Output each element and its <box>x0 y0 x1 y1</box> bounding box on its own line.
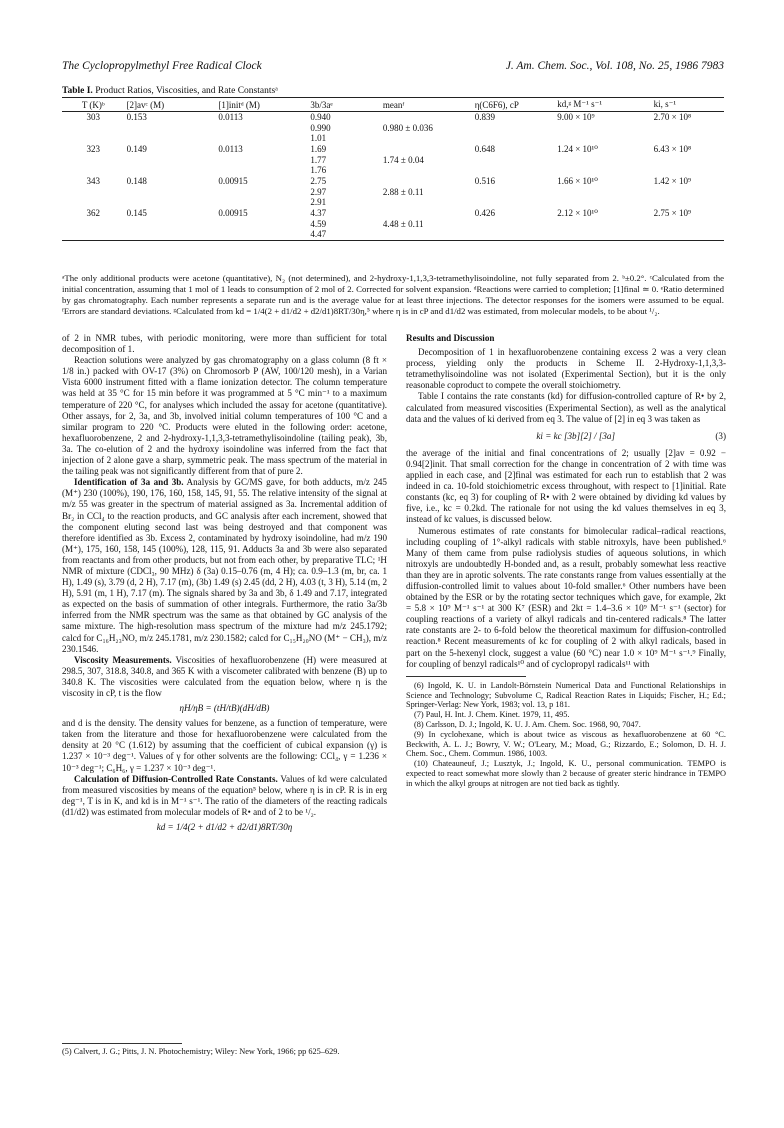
table-cell <box>473 123 556 134</box>
table-cell <box>652 165 724 176</box>
table-cell <box>125 219 217 230</box>
table-cell <box>125 165 217 176</box>
table-cell: 1.74 ± 0.04 <box>382 154 424 165</box>
table-cell: 0.0113 <box>218 112 243 122</box>
results-table <box>62 97 724 241</box>
table-cell <box>555 155 651 166</box>
paragraph <box>62 774 387 818</box>
footnote-text: (5) Calvert, J. G.; Pitts, J. N. Photochemistry; Wiley: New York, 1966; pp 625–629. <box>62 1047 340 1056</box>
subsection-heading: Identification of 3a and 3b. <box>74 477 184 488</box>
table-header-cell: 3b/3aᵉ <box>308 98 380 112</box>
table-cell: 1.01 <box>310 133 327 143</box>
table-header-cell: meanᶠ <box>381 98 473 112</box>
table-row <box>62 176 724 187</box>
table-caption <box>62 86 278 96</box>
table-cell <box>216 123 308 134</box>
table-cell <box>555 187 651 198</box>
table-cell: 4.48 ± 0.11 <box>382 218 424 229</box>
table-cell <box>652 197 724 208</box>
table-row <box>62 208 724 219</box>
table-cell: 0.148 <box>126 175 147 186</box>
footnote-5 <box>62 1043 387 1057</box>
table-cell: 2.75 <box>310 175 327 186</box>
subsection-heading: Viscosity Measurements. <box>74 654 172 665</box>
reference-list <box>406 681 726 789</box>
table-cell: 2.12 × 10¹⁰ <box>557 207 598 218</box>
table-cell: 4.47 <box>308 229 380 240</box>
reference-item: (10) Chateauneuf, J.; Lusztyk, J.; Ingold, K. U., personal communication. TEMPO is expected to react somewhat more slowly than 2 because of greater steric hindrance in TEMPO in which the alkyl groups at nitrogen are not tied back as tightly. <box>406 759 726 788</box>
table-row <box>62 197 724 208</box>
table-cell <box>125 133 217 144</box>
table-cell: 323 <box>86 143 101 154</box>
table-cell <box>473 133 556 144</box>
table-cell: 1.77 <box>310 154 327 165</box>
table-row <box>62 133 724 144</box>
table-cell <box>381 144 473 155</box>
table-cell <box>652 219 724 230</box>
table-cell: 0.00915 <box>218 207 248 218</box>
table-cell <box>62 219 125 230</box>
table-title: Product Ratios, Viscosities, and Rate Constantsᵃ <box>95 86 278 96</box>
paragraph-text: Values of kd were calculated from measured viscosities by means of the equation⁵ below, where η is in cP. R is in erg deg⁻¹, T is in K, and kd is in M⁻¹ s⁻¹. The ratio of the diameters of the reacting radicals (d1/d2) was estimated from molecular models of R• and of 2 to be ¹/₂. <box>62 773 388 817</box>
table-cell <box>125 229 217 240</box>
left-column <box>62 333 387 837</box>
table-cell <box>216 219 308 230</box>
table-cell: 0.516 <box>474 175 495 186</box>
table-cell: 4.59 <box>310 218 327 229</box>
table-cell: 0.00915 <box>218 175 248 186</box>
table-cell <box>62 187 125 198</box>
footnote-rule <box>62 1043 182 1044</box>
table-cell <box>555 219 651 230</box>
footnote-rule <box>406 676 526 677</box>
table-cell: 2.70 × 10⁸ <box>653 112 692 122</box>
table-row <box>62 144 724 155</box>
table-row <box>62 112 724 123</box>
table-cell: 9.00 × 10⁹ <box>557 112 595 122</box>
table-cell <box>216 229 308 240</box>
table-cell: 1.42 × 10⁹ <box>653 175 692 186</box>
paragraph: Table I contains the rate constants (kd) for diffusion-controlled capture of R• by 2, calculated from measured viscosities (Experimental Section), as well as the analytical data and the values of ki derived from eq 3. The value of [2] in eq 3 was taken as <box>406 391 726 424</box>
table-row <box>62 165 724 176</box>
table-cell <box>652 229 724 240</box>
table-cell: 0.839 <box>474 112 495 122</box>
table-cell <box>62 165 125 176</box>
right-column <box>406 333 726 788</box>
running-title: The Cyclopropylmethyl Free Radical Clock <box>62 60 262 72</box>
table-header-cell: η(C6F6), cP <box>473 98 556 112</box>
table-cell: 0.980 ± 0.036 <box>382 122 433 133</box>
equation-3-body: ki = kc [3b][2] / [3a] <box>536 430 616 441</box>
table-cell <box>62 133 125 144</box>
paragraph: and d is the density. The density values for benzene, as a function of temperature, were taken from the literature and those for hexafluorobenzene were calculated from the density at 20 °C (1.612) by assuming that the coefficient of cubical expansion (γ) is 1.237 × 10⁻³ deg⁻¹. Values of γ for other solvents are the following: CCl₄, γ = 1.236 × 10⁻³ deg⁻¹; C₆H₆, γ = 1.237 × 10⁻³ deg⁻¹. <box>62 718 387 773</box>
table-cell <box>125 155 217 166</box>
table-cell: 6.43 × 10⁸ <box>653 143 692 154</box>
table-cell: 303 <box>86 112 101 122</box>
table-cell <box>555 123 651 134</box>
table-cell: 0.149 <box>126 143 147 154</box>
paragraph: of 2 in NMR tubes, with periodic monitoring, were more than sufficient for total decomposition of 1. <box>62 333 387 355</box>
table-cell <box>473 219 556 230</box>
subsection-heading: Calculation of Diffusion-Controlled Rate Constants. <box>74 773 278 784</box>
table-body <box>62 112 724 241</box>
section-heading: Results and Discussion <box>406 333 495 343</box>
table-cell: 1.76 <box>310 165 327 175</box>
table-row <box>62 219 724 230</box>
table-cell <box>555 197 651 208</box>
table-header-cell: ki, s⁻¹ <box>652 98 724 112</box>
running-header <box>62 60 724 78</box>
table-cell <box>473 155 556 166</box>
table-cell <box>652 155 724 166</box>
paragraph <box>62 655 387 699</box>
table-header-cell: kd,ᵍ M⁻¹ s⁻¹ <box>555 98 651 112</box>
table-cell <box>652 133 724 144</box>
table-cell <box>555 133 651 144</box>
reference-item: (6) Ingold, K. U. in Landolt-Börnstein Numerical Data and Functional Relationships in Science and Technology; Subvolume C, Radical Reaction Rates in Liquids; Fischer, H.; Ed.; Springer-Verlag: New York, 1983; vol. 13, p 181. <box>406 680 726 710</box>
table-cell: 0.145 <box>126 207 147 218</box>
table-cell: 0.648 <box>474 143 495 154</box>
table-cell <box>381 229 473 240</box>
table-cell: 2.75 × 10⁹ <box>653 207 692 218</box>
table-cell <box>555 165 651 176</box>
table-cell: 0.990 <box>310 122 331 133</box>
kd-equation: kd = 1/4(2 + d1/d2 + d2/d1)8RT/30η <box>156 822 293 833</box>
reference-item: (7) Paul, H. Int. J. Chem. Kinet. 1979, 11, 495. <box>414 710 570 720</box>
table-cell <box>125 197 217 208</box>
table-cell <box>62 123 125 134</box>
table-cell: 2.88 ± 0.11 <box>382 186 424 197</box>
table-cell: 0.153 <box>126 112 147 122</box>
table-row <box>62 155 724 166</box>
table-cell <box>381 176 473 187</box>
table-cell <box>652 123 724 134</box>
table-cell <box>473 165 556 176</box>
table-cell: 0.940 <box>310 112 331 122</box>
table-cell: 0.0113 <box>218 143 243 154</box>
table-cell <box>555 229 651 240</box>
table-footnotes: ᵃThe only additional products were acetone (quantitative), N₂ (not determined), and 2-hydroxy-1,1,3,3-tetramethylisoindoline, not fully separated from 2. ᵇ±0.2°. ᶜCalculated from the initial concentration, assuming that 1 mol of 1 leads to consumption of 2 mol of 2. Corrected for solvent expansion. ᵈReactions were carried to completion; [1]final ≃ 0. ᵉRatio determined by gas chromatography. Each number represents a separate run and is the average value for at least three injections. The detector responses for the isomers were assumed to be equal. ᶠErrors are standard deviations. ᵍCalculated from kd = 1/4(2 + d1/d2 + d2/d1)8RT/30η,⁵ where η is in cP and d1/d2 was estimated, from molecular models, to be about ¹/₂. <box>62 273 724 316</box>
table-cell: 343 <box>86 175 101 186</box>
table-cell <box>381 197 473 208</box>
table-header-cell: T (K)ᵇ <box>62 98 125 112</box>
reference-item: (8) Carlsson, D. J.; Ingold, K. U. J. Am. Chem. Soc. 1968, 90, 7047. <box>414 719 641 729</box>
table-row <box>62 187 724 198</box>
paragraph: Reaction solutions were analyzed by gas chromatography on a glass column (8 ft × 1/8 in.) packed with OV-17 (3%) on Chromosorb P (AW, 100/120 mesh), in a Varian Vista 6000 instrument fitted with a flame ionization detector. The column temperature was held at 35 °C for 15 min before it was programmed at 5 °C min⁻¹ to a maximum temperature of 220 °C, for analyses which included the assay for acetone (quantitative). Other assays, for 2, 3a, and 3b, involved initial column temperatures of 100 °C and a similar program to 220 °C. Products were eluted in the following order: acetone, hexafluorobenzene, 2 and 2-hydroxy-1,1,3,3-tetramethylisoindoline (tailing peak), 3b, 3a. The co-elution of 2 and the hydroxy isoindoline was inferred from the fact that injection of 2 alone gave a sharp, symmetric peak. The mass spectrum of the material in the tailing peak was not significantly different from that of pure 2. <box>62 355 387 477</box>
table-cell <box>381 165 473 176</box>
table-cell: 1.66 × 10¹⁰ <box>557 175 598 186</box>
table-cell: 1.69 <box>310 143 327 154</box>
paragraph: Decomposition of 1 in hexafluorobenzene containing excess 2 was a very clean process, yielding only the products in Scheme II. 2-Hydroxy-1,1,3,3-tetramethylisoindoline was not isolated (Experimental Section), but it is the only reasonable coproduct to compete the overall stoichiometry. <box>406 347 726 391</box>
table-cell <box>216 187 308 198</box>
viscosity-equation: ηH/ηB = (tH/tB)(dH/dB) <box>179 703 270 714</box>
table-row <box>62 229 724 240</box>
table-cell <box>62 155 125 166</box>
table-cell: 0.426 <box>474 207 495 218</box>
table-cell <box>381 133 473 144</box>
table-cell <box>216 197 308 208</box>
table-cell <box>473 229 556 240</box>
table-cell: 4.37 <box>310 207 327 218</box>
table-header-cell: [2]avᶜ (M) <box>125 98 217 112</box>
journal-citation: J. Am. Chem. Soc., Vol. 108, No. 25, 1986 7983 <box>505 60 724 72</box>
table-cell <box>216 133 308 144</box>
paragraph-text: Viscosities of hexafluorobenzene (H) were measured at 298.5, 307, 318.8, 340.8, and 365 K with a viscometer calibrated with benzene (B) up to 340.8 K. The viscosities were calculated from the equation below, where η is the viscosity in cP, t is the flow <box>62 654 387 698</box>
paragraph: the average of the initial and final concentrations of 2; usually [2]av = 0.92 − 0.94[2]init. That small correction for the change in concentration of 2 with time was applied in each case, and [2]final was estimated for each run to establish that 2 was indeed in ca. 10-fold stoichiometric excess throughout, with respect to [1]initial. Rate constants (kc, eq 3) for coupling of R• with 2 were obtained by dividing kd values by five, i.e., kc = 0.2kd. The rationale for not using the kd values themselves in eq 3, instead of kc values, is discussed below. <box>406 447 726 525</box>
table-cell <box>125 123 217 134</box>
table-cell: 2.91 <box>310 197 327 207</box>
paragraph: Numerous estimates of rate constants for bimolecular radical–radical reactions, including coupling of 1°-alkyl radicals with stable nitroxyls, have been published.⁶ Many of them came from pulse radiolysis studies of aqueous solutions, in which nitroxyls are undoubtedly H-bonded and, as a result, probably somewhat less reactive than they are in aprotic solvents. The rate constants range from values essentially at the diffusion-controlled limit to values about 10-fold smaller.⁶ Other numbers have been obtained by the ESR or by the rotating sector techniques which gave, for example, 2kt = 5.8 × 10⁹ M⁻¹ s⁻¹ at 300 K⁷ (ESR) and 2kt = 1.4–3.6 × 10⁹ M⁻¹ s⁻¹ (sector) for coupling reactions of a variety of alkyl radicals and tin-centered radicals.⁸ The latter rate constants are 2- to 6-fold below the theoretical maximum for diffusion-controlled reaction.⁸ Recent measurements of kc for coupling of 2 with alkyl radicals, based in part on the 5-hexenyl clock, suggest a value (60 °C) near 1.0 × 10⁹ M⁻¹ s⁻¹.⁹ Finally, for coupling of benzyl radicals¹⁰ and of cyclopropyl radicals¹¹ with <box>406 525 726 669</box>
table-cell <box>381 112 473 123</box>
equation-3 <box>406 431 726 442</box>
table-cell <box>62 229 125 240</box>
table-cell: 362 <box>86 207 101 218</box>
equation-number: (3) <box>715 430 726 441</box>
reference-item: (9) In cyclohexane, which is about twice as viscous as hexafluorobenzene at 60 °C. Beckwith, A. L. J.; Bowry, V. W.; O'Leary, M.; Moad, G.; Rizzardo, E.; Solomon, D. H. J. Chem. Soc., Chem. Commun. 1986, 1003. <box>406 729 726 759</box>
table-header-cell: [1]initᵈ (M) <box>216 98 308 112</box>
table-label: Table I. <box>62 86 93 96</box>
table-cell <box>125 187 217 198</box>
table-header-row <box>62 98 724 112</box>
table-row <box>62 123 724 134</box>
table-cell <box>216 165 308 176</box>
table-cell <box>381 208 473 219</box>
paragraph <box>62 477 387 655</box>
table-cell <box>62 197 125 208</box>
table-cell <box>652 187 724 198</box>
paragraph-text: Analysis by GC/MS gave, for both adducts, m/z 245 (M⁺) 230 (100%), 190, 176, 160, 158, 145, 91, 55. The relative intensity of the signal at m/z 55 was greater in the spectrum of material assigned as 3a. Incremental addition of Br₂ in CCl₄ to the reaction products, and GC analysis after each increment, showed that the component eluting second last was being destroyed and that component was therefore identified as 3b. Excess 2, contaminated by hydroxy isoindoline, had m/z 190 (M⁺), 175, 160, 158, 145 (100%), 128, 115, 91. Adducts 3a and 3b were also separated from reactants and from other products, but not from each other, by preparative TLC; ¹H NMR of mixture (CDCl₃, 90 MHz) δ (3a) 0.15–0.76 (m, 4 H); ca. 0.9–1.3 (m, br, ca. 1 H), 1.49 (s), 3.79 (d, 2 H), 7.17 (m), (3b) 1.49 (s) 2.45 (dd, 2 H), 4.03 (t, 3 H), 5.14 (m, 2 H), 5.91 (m, 1 H), 7.17 (m). The signals shared by 3a and 3b, δ 1.49 and 7.17, integrated as expected on the basis of summation of other integrals. Furthermore, the ratio 3a/3b inferred from the NMR spectrum was the same as that obtained by GC analysis of the same mixture. The high-resolution mass spectrum of the mixture had m/z 245.1792; calcd for C₁₆H₂₃NO, m/z 245.1781, m/z 230.1582; calcd for C₁₅H₂₀NO (M⁺ − CH₃), m/z 230.1546. <box>62 477 387 654</box>
table-cell <box>216 155 308 166</box>
table-cell: 2.97 <box>310 186 327 197</box>
table-cell: 1.24 × 10¹⁰ <box>557 143 598 154</box>
table-cell <box>473 197 556 208</box>
table-cell <box>473 187 556 198</box>
